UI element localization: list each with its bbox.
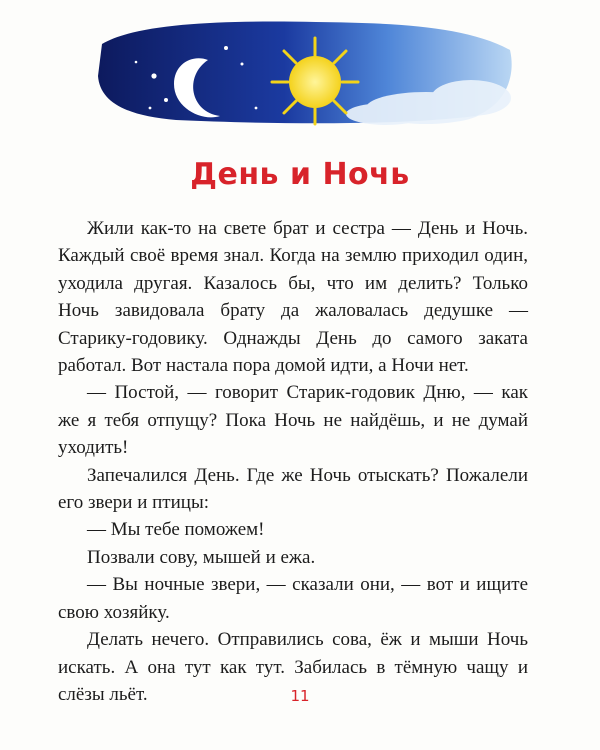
paragraph: — Постой, — говорит Старик-годовик Дню, — как же я тебя отпущу? Пока Ночь не найдёшь, и не думай уходить! — [58, 382, 528, 459]
paragraph: Жили как-то на свете брат и сестра — День и Ночь. Каждый своё время знал. Когда на землю приходил один, уходила другая. Казалось бы, что им делить? Только Ночь завидовала брату да жаловалась дедушке — Старику-годовику. Однажды День до самого заката работал. Вот настала пора домой идти, а Ночи нет. — [58, 218, 528, 377]
sky-illustration — [96, 16, 516, 126]
paragraph: — Вы ночные звери, — сказали они, — вот и ищите свою хозяйку. — [58, 574, 528, 623]
paragraph: — Мы тебе поможем! — [87, 519, 265, 541]
story-text — [58, 215, 528, 708]
paragraph: Делать нечего. Отправились сова, ёж и мыши Ночь искать. А она тут как тут. Забилась в тёмную чащу и слёзы льёт. — [58, 629, 528, 705]
night-day-illustration — [96, 16, 516, 126]
page-title: День и Ночь — [190, 157, 410, 193]
paragraph: Запечалился День. Где же Ночь отыскать? Пожалели его звери и птицы: — [58, 464, 528, 514]
page-number: 11 — [290, 687, 310, 705]
paragraph: Позвали сову, мышей и ежа. — [87, 546, 316, 568]
sun-icon — [272, 38, 358, 124]
